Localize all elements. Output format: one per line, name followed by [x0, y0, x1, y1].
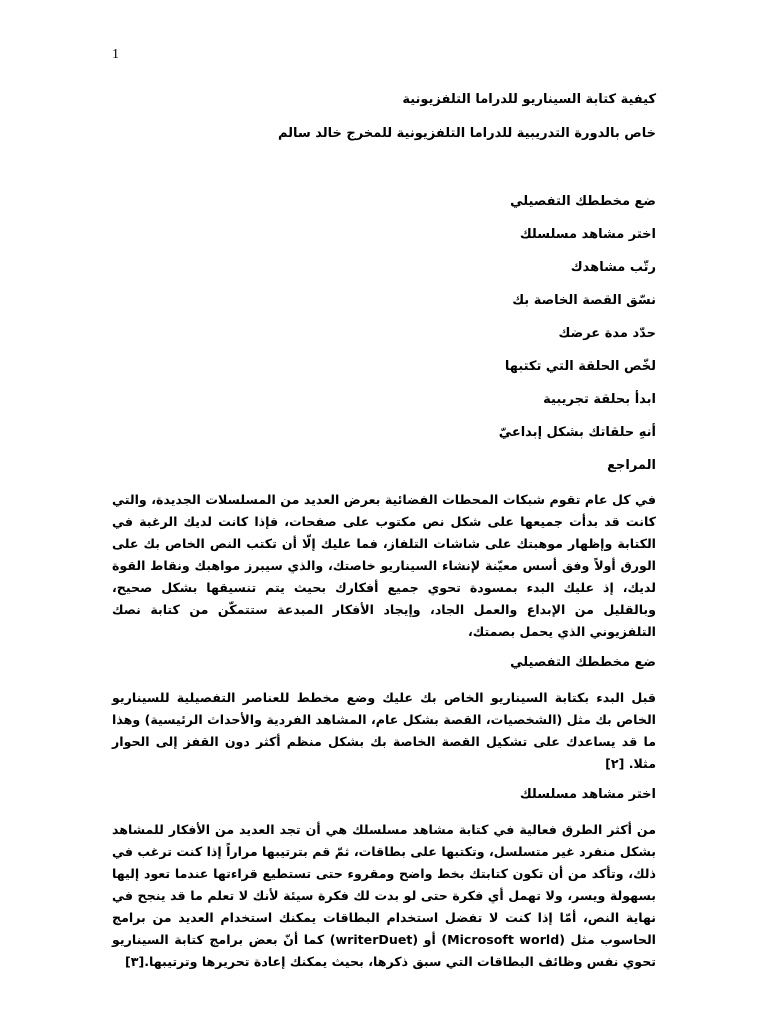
toc-item: ابدأ بحلقة تجريبية	[543, 392, 656, 407]
toc-item: ضع مخططك التفصيلي	[510, 194, 656, 209]
document-title: كيفية كتابة السيناريو للدراما التلفزيونية	[402, 92, 656, 107]
document-body	[112, 90, 656, 983]
page-number: 1	[112, 47, 119, 62]
section-paragraph: من أكثر الطرق فعالية في كتابة مشاهد مسلسلك هي أن تجد العديد من الأفكار للمشاهد بشكل منفرد غير متسلسل، وتكتبها على بطاقات، ثمّ قم بترتيبها مراراً إذا كنت ترغب في ذلك، وتأكد من أن تكون كتابتك بخط واضح ومقروء حتى تستطيع قراءتها عندما تعود إليها بسهولة ويسر، ولا تهمل أي فكرة حتى لو بدت لك فكرة سيئة لأنك لا تعلم ما قد ينجح في نهاية النص، أمّا إذا كنت لا تفضل استخدام البطاقات يمكنك استخدام العديد من برامج الحاسوب مثل (Microsoft world) أو (writerDuet) كما أنّ بعض برامج كتابة السيناريو تحوي نفس وظائف البطاقات التي سبق ذكرها، بحيث يمكنك إعادة تحريرها وترتيبها.[٣]	[112, 822, 656, 969]
toc-item: حدّد مدة عرضك	[558, 326, 656, 341]
toc-item: اختر مشاهد مسلسلك	[519, 227, 656, 242]
title-block	[112, 90, 656, 144]
section-heading: اختر مشاهد مسلسلك	[519, 787, 656, 802]
toc-item: نسّق القصة الخاصة بك	[512, 293, 656, 308]
intro-paragraph: في كل عام تقوم شبكات المحطات الفضائية بعرض العديد من المسلسلات الجديدة، والتي كانت قد بدأت جميعها على شكل نص مكتوب على صفحات، فإذا كانت لديك الرغبة في الكتابة وإظهار موهبتك على شاشات التلفاز، فما عليك إلّا أن تكتب النص الخاص بك على الورق أولاً وفق أسس معيّنة لإنشاء السيناريو خاصتك، والذي سيبرز مواهبك ونقاط القوة لديك، إذ عليك البدء بمسودة تحوي جميع أفكارك بحيث يتم تنسيقها بشكل صحيح، وبالقليل من الإبداع والعمل الجاد، وإيجاد الأفكار المبدعة ستتمكّن من كتابة نصك التلفزيوني الذي يحمل بصمتك،	[112, 492, 656, 639]
toc-item: رتّب مشاهدك	[570, 260, 656, 275]
toc-item: لخّص الحلقة التي تكتبها	[504, 359, 656, 374]
table-of-contents	[112, 192, 656, 476]
toc-item: المراجع	[607, 458, 656, 473]
toc-item: أنهِ حلقاتك بشكل إبداعيّ	[498, 425, 656, 440]
section-heading: ضع مخططك التفصيلي	[510, 655, 656, 670]
document-subtitle: خاص بالدورة التدريبية للدراما التلفزيونية للمخرج خالد سالم	[277, 126, 656, 141]
section-paragraph: قبل البدء بكتابة السيناريو الخاص بك عليك وضع مخطط للعناصر التفصيلية للسيناريو الخاص بك مثل (الشخصيات، القصة بشكل عام، المشاهد الفردية والأحداث الرئيسية) وهذا ما قد يساعدك على تشكيل القصة الخاصة بك بشكل منظم أكثر دون القفز إلى الحوار مثلا. [٢]	[112, 690, 656, 771]
